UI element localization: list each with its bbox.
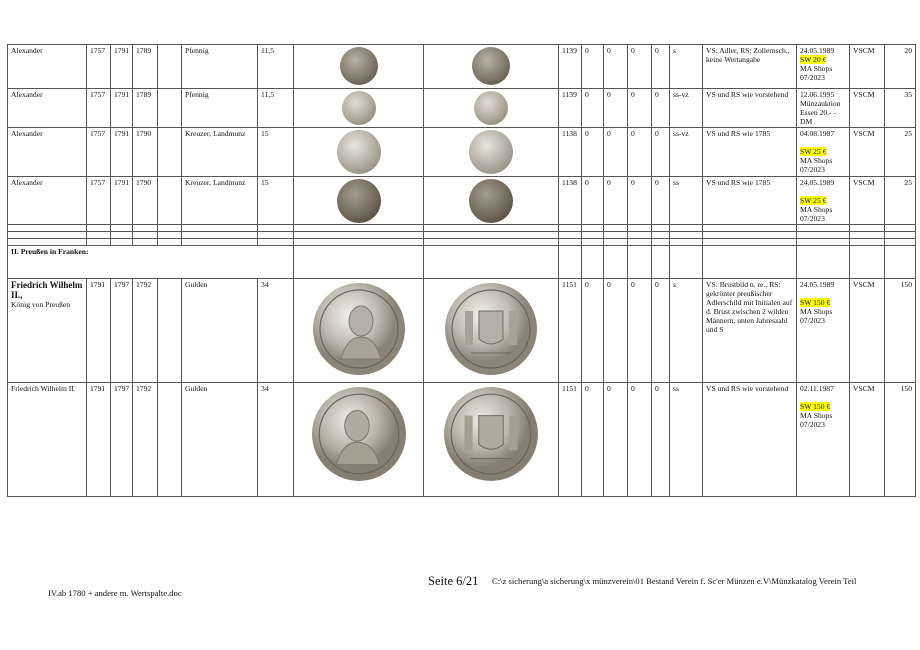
reign-start-cell: 1757 [87, 89, 111, 128]
count-cell: 0 [652, 89, 670, 128]
description-cell: VS und RS wie vorstehend [703, 383, 797, 497]
catalog-number-cell: 1151 [559, 279, 582, 383]
description-cell: VS: Adler, RS: Zollernsch., keine Wertangabe [703, 45, 797, 89]
shop-text: MA Shops 07/2023 [800, 156, 833, 174]
count-cell: 0 [652, 128, 670, 177]
catalog-number-cell: 1151 [559, 383, 582, 497]
year-cell: 1792 [133, 279, 158, 383]
grade-cell: ss-vz [670, 89, 703, 128]
gulden-obverse-image [310, 385, 408, 483]
ruler-title: König von Preußen [11, 300, 71, 309]
count-cell: 0 [582, 279, 604, 383]
empty-cell [158, 45, 182, 89]
count-cell: 0 [604, 177, 628, 225]
size-cell: 34 [258, 279, 294, 383]
reverse-image-cell [424, 279, 559, 383]
date-text: 24.05.1989 [800, 46, 835, 55]
shop-text: MA Shops 07/2023 [800, 205, 833, 223]
empty-cell [158, 383, 182, 497]
gulden-reverse-image [442, 385, 540, 483]
date-value-cell [797, 45, 850, 89]
empty-cell [158, 279, 182, 383]
coin-reverse-image [469, 179, 513, 223]
table-row [8, 279, 916, 383]
table-row [8, 383, 916, 497]
file-path-continued: IV.ab 1780 + andere m. Wertspalte.doc [48, 588, 182, 598]
page-number: Seite 6/21 [428, 574, 479, 588]
reverse-image-cell [424, 89, 559, 128]
coin-reverse-image [472, 47, 510, 85]
count-cell: 0 [582, 45, 604, 89]
coin-obverse-image [340, 47, 378, 85]
denomination-cell: Pfennig [182, 45, 258, 89]
obverse-image-cell [294, 89, 424, 128]
coin-reverse-image [469, 130, 513, 174]
count-cell: 0 [652, 383, 670, 497]
catalog-number-cell: 1138 [559, 177, 582, 225]
date-text: 24.05.1989 [800, 280, 835, 289]
obverse-image-cell [294, 383, 424, 497]
owner-cell: VSCM [850, 45, 885, 89]
reverse-image-cell [424, 177, 559, 225]
price-cell: 150 [885, 279, 916, 383]
obverse-image-cell [294, 45, 424, 89]
value-badge: SW 150 € [800, 298, 831, 307]
price-cell: 35 [885, 89, 916, 128]
size-cell: 15 [258, 128, 294, 177]
obverse-image-cell [294, 128, 424, 177]
shop-text: MA Shops 07/2023 [800, 307, 833, 325]
coin-catalog-table [7, 44, 916, 497]
denomination-cell: Pfennig [182, 89, 258, 128]
count-cell: 0 [628, 128, 652, 177]
count-cell: 0 [628, 45, 652, 89]
catalog-number-cell: 1138 [559, 128, 582, 177]
reverse-image-cell [424, 128, 559, 177]
owner-cell: VSCM [850, 128, 885, 177]
size-cell: 34 [258, 383, 294, 497]
date-value-cell [797, 128, 850, 177]
size-cell: 11,5 [258, 89, 294, 128]
grade-cell: s [670, 45, 703, 89]
obverse-image-cell [294, 177, 424, 225]
description-cell: VS: Brustbild n. re., RS: gekrönter preußischer Adlerschild mit Initialen auf d. Brust zwischen 2 wilden Männern, unten Jahreszahl und S [703, 279, 797, 383]
price-cell: 20 [885, 45, 916, 89]
date-text: 02.11.1987 [800, 384, 834, 393]
gulden-obverse-image [311, 281, 407, 377]
date-value-cell: 12.06.1995 Münzauktion Essen 20.- - DM [797, 89, 850, 128]
ruler-cell: Alexander [8, 177, 87, 225]
value-badge: SW 25 € [800, 147, 827, 156]
section-header-row [8, 246, 916, 279]
empty-row [8, 225, 916, 232]
date-text: 24.05.1989 [800, 178, 835, 187]
ruler-cell [8, 383, 87, 497]
reign-start-cell: 1757 [87, 45, 111, 89]
ruler-title: Friedrich Wilhelm II. [11, 384, 76, 393]
grade-cell: ss-vz [670, 128, 703, 177]
count-cell: 0 [604, 45, 628, 89]
count-cell: 0 [582, 128, 604, 177]
value-badge: SW 25 € [800, 196, 827, 205]
count-cell: 0 [582, 383, 604, 497]
denomination-cell: Gulden [182, 383, 258, 497]
reign-end-cell: 1791 [111, 45, 133, 89]
count-cell: 0 [604, 279, 628, 383]
coin-obverse-image [337, 130, 381, 174]
reign-end-cell: 1791 [111, 128, 133, 177]
reverse-image-cell [424, 45, 559, 89]
count-cell: 0 [582, 177, 604, 225]
count-cell: 0 [628, 383, 652, 497]
catalog-number-cell: 1139 [559, 45, 582, 89]
empty-row [8, 239, 916, 246]
description-cell: VS und RS wie 1785 [703, 128, 797, 177]
owner-cell: VSCM [850, 383, 885, 497]
count-cell: 0 [604, 383, 628, 497]
year-cell: 1789 [133, 45, 158, 89]
date-value-cell [797, 383, 850, 497]
catalog-number-cell: 1139 [559, 89, 582, 128]
coin-reverse-image [474, 91, 508, 125]
count-cell: 0 [628, 89, 652, 128]
grade-cell: ss [670, 177, 703, 225]
reverse-image-cell [424, 383, 559, 497]
owner-cell: VSCM [850, 279, 885, 383]
owner-cell: VSCM [850, 89, 885, 128]
count-cell: 0 [582, 89, 604, 128]
date-value-cell [797, 279, 850, 383]
empty-cell [158, 89, 182, 128]
reign-start-cell: 1757 [87, 128, 111, 177]
count-cell: 0 [604, 128, 628, 177]
gulden-reverse-image [443, 281, 539, 377]
denomination-cell: Gulden [182, 279, 258, 383]
denomination-cell: Kreuzer, Landmunz [182, 128, 258, 177]
grade-cell: s [670, 279, 703, 383]
ruler-cell: Alexander [8, 128, 87, 177]
description-cell: VS und RS wie 1785 [703, 177, 797, 225]
empty-cell [158, 177, 182, 225]
year-cell: 1790 [133, 177, 158, 225]
owner-cell: VSCM [850, 177, 885, 225]
reign-end-cell: 1791 [111, 177, 133, 225]
count-cell: 0 [628, 279, 652, 383]
table-row [8, 89, 916, 128]
count-cell: 0 [652, 279, 670, 383]
year-cell: 1789 [133, 89, 158, 128]
size-cell: 15 [258, 177, 294, 225]
reign-end-cell: 1797 [111, 279, 133, 383]
year-cell: 1790 [133, 128, 158, 177]
ruler-cell: Alexander [8, 45, 87, 89]
table-row [8, 45, 916, 89]
description-cell: VS und RS wie vorstehend [703, 89, 797, 128]
size-cell: 11,5 [258, 45, 294, 89]
count-cell: 0 [652, 177, 670, 225]
file-path: C:\z sicherung\a sicherung\x münzverein\01 Bestand Verein f. Sc'er Münzen e.V\Münzkatalog Verein Teil [492, 576, 857, 586]
denomination-cell: Kreuzer, Landmunz [182, 177, 258, 225]
ruler-cell: Alexander [8, 89, 87, 128]
coin-obverse-image [342, 91, 376, 125]
table-row [8, 177, 916, 225]
value-badge: SW 20 € [800, 55, 827, 64]
coin-obverse-image [337, 179, 381, 223]
shop-text: MA Shops 07/2023 [800, 64, 833, 82]
price-cell: 25 [885, 128, 916, 177]
empty-row [8, 232, 916, 239]
date-text: 04.08.1987 [800, 129, 835, 138]
grade-cell: ss [670, 383, 703, 497]
year-cell: 1792 [133, 383, 158, 497]
count-cell: 0 [628, 177, 652, 225]
table-row [8, 128, 916, 177]
reign-end-cell: 1791 [111, 89, 133, 128]
price-cell: 25 [885, 177, 916, 225]
shop-text: MA Shops 07/2023 [800, 411, 833, 429]
ruler-cell [8, 279, 87, 383]
price-cell: 150 [885, 383, 916, 497]
obverse-image-cell [294, 279, 424, 383]
count-cell: 0 [652, 45, 670, 89]
ruler-name: Friedrich Wilhelm II., [11, 280, 83, 300]
reign-start-cell: 1757 [87, 177, 111, 225]
value-badge: SW 150 € [800, 402, 831, 411]
section-title: II. Preußen in Franken: [8, 246, 294, 279]
reign-start-cell: 1791 [87, 279, 111, 383]
empty-cell [158, 128, 182, 177]
count-cell: 0 [604, 89, 628, 128]
reign-end-cell: 1797 [111, 383, 133, 497]
reign-start-cell: 1791 [87, 383, 111, 497]
date-value-cell [797, 177, 850, 225]
